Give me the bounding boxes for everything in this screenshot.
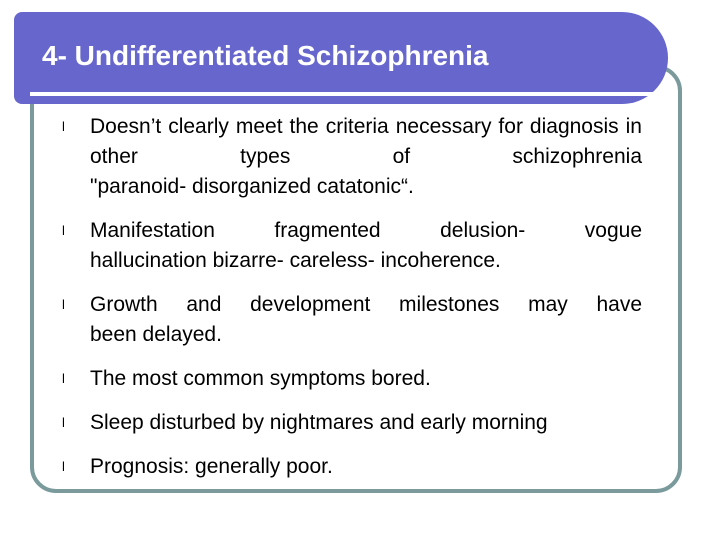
list-item bbox=[62, 452, 642, 482]
slide-title: 4- Undifferentiated Schizophrenia bbox=[42, 40, 489, 71]
title-bar bbox=[14, 12, 668, 104]
list-item bbox=[62, 216, 642, 276]
list-item bbox=[62, 290, 642, 350]
bullet-icon: l bbox=[62, 371, 65, 386]
bullet-text: Sleep disturbed by nightmares and early morning bbox=[90, 411, 548, 434]
bullet-line: Growth and development milestones may have bbox=[90, 293, 642, 316]
bullet-text: The most common symptoms bored. bbox=[90, 367, 431, 390]
bullet-icon: l bbox=[62, 119, 65, 134]
bullet-line: hallucination bizarre- careless- incoherence. bbox=[90, 249, 501, 272]
title-divider bbox=[30, 92, 666, 96]
bullet-line: Doesn’t clearly meet the criteria necessary for diagnosis in other types of schizophrenia bbox=[90, 115, 642, 168]
bullet-line: Manifestation fragmented delusion- vogue bbox=[90, 219, 642, 242]
bullet-line: been delayed. bbox=[90, 323, 222, 346]
bullet-list bbox=[62, 112, 642, 496]
bullet-line: "paranoid- disorganized catatonic“. bbox=[90, 175, 414, 198]
bullet-icon: l bbox=[62, 297, 65, 312]
list-item bbox=[62, 364, 642, 394]
list-item bbox=[62, 112, 642, 202]
bullet-icon: l bbox=[62, 415, 65, 430]
bullet-text bbox=[90, 216, 642, 276]
list-item bbox=[62, 408, 642, 438]
bullet-text bbox=[90, 290, 642, 350]
bullet-icon: l bbox=[62, 459, 65, 474]
bullet-text bbox=[90, 112, 642, 202]
bullet-text: Prognosis: generally poor. bbox=[90, 455, 333, 478]
bullet-icon: l bbox=[62, 223, 65, 238]
